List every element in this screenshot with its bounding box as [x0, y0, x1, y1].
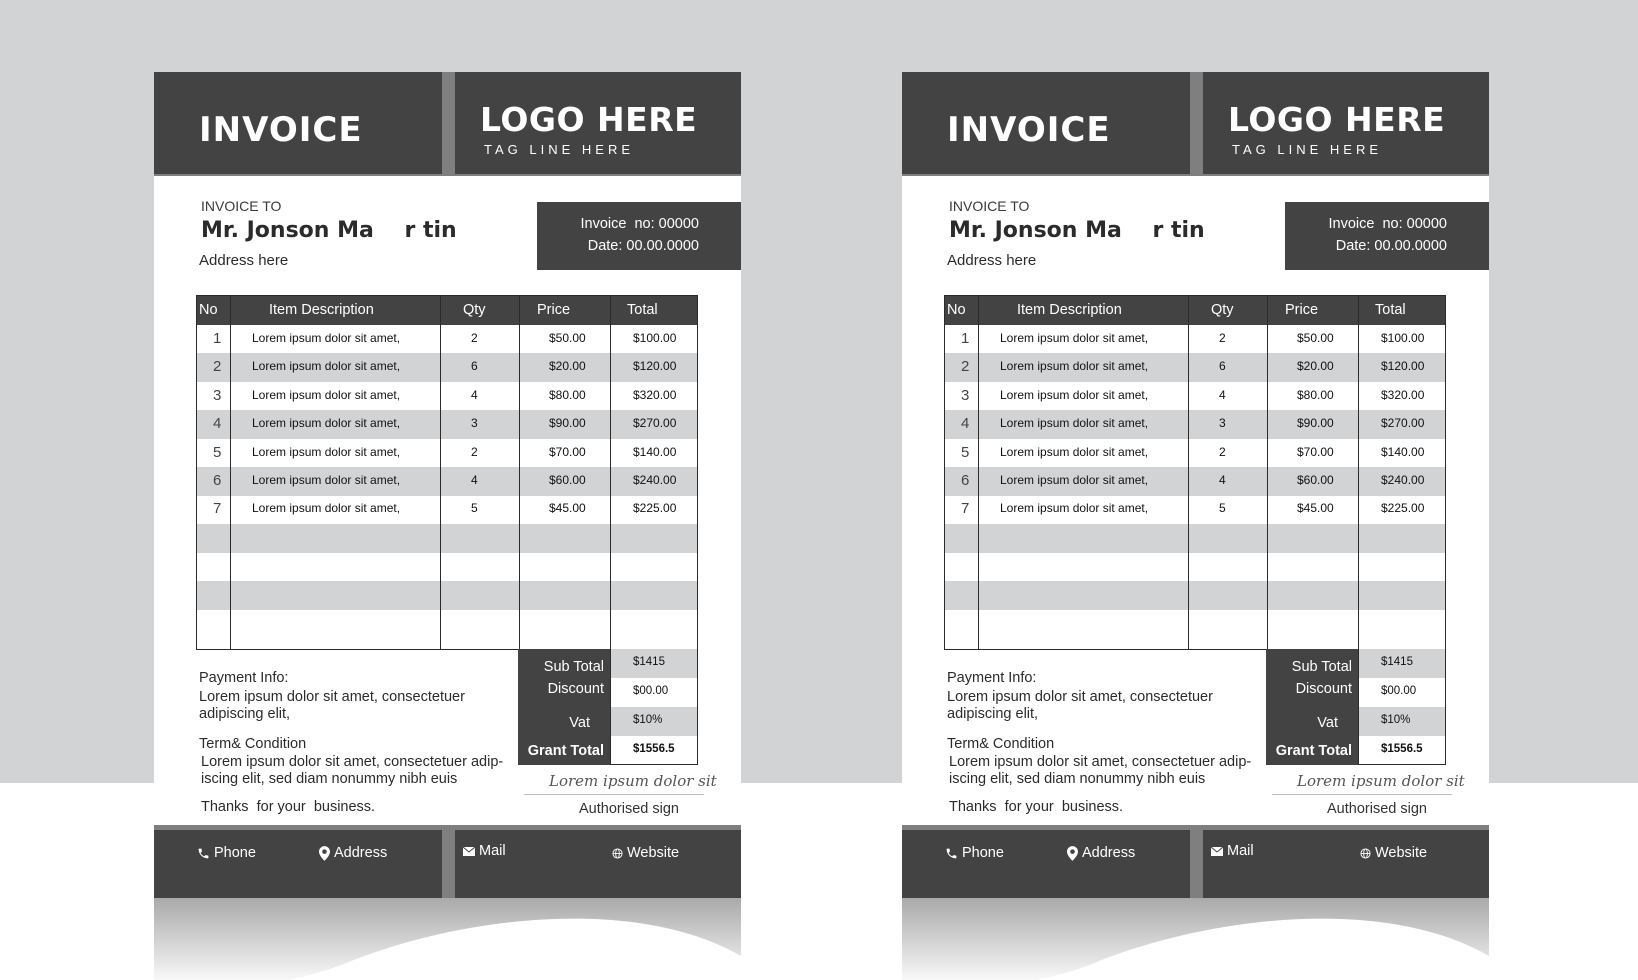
column-header-total: Total [627, 302, 658, 318]
mail-icon [463, 847, 475, 856]
page-curl-shadow [154, 894, 741, 980]
contact-mail [463, 843, 506, 859]
phone-icon [945, 847, 958, 860]
signature: Lorem ipsum dolor sit [549, 772, 717, 790]
discount-label: Discount [1295, 681, 1352, 697]
contact-mail-label: Mail [479, 843, 506, 859]
cell-no: 1 [961, 330, 970, 347]
globe-icon [612, 848, 623, 859]
subtotal-text: $1415 [1381, 656, 1413, 668]
table-row [945, 382, 1445, 411]
cell-price: $20.00 [1297, 359, 1334, 374]
table-row [945, 467, 1445, 496]
contact-phone [945, 845, 1004, 861]
cell-description: Lorem ipsum dolor sit amet, [1000, 416, 1149, 431]
subtotal-text: $1415 [633, 656, 665, 668]
contact-mail-label: Mail [1227, 843, 1254, 859]
invoice-meta-box [537, 202, 741, 270]
table-row [197, 410, 697, 439]
signature-line [1272, 794, 1452, 795]
grand-total-text: $1556.5 [633, 743, 675, 755]
cell-description: Lorem ipsum dolor sit amet, [252, 416, 401, 431]
invoice-header [154, 72, 741, 176]
invoice-date: Date: 00.00.0000 [587, 238, 699, 254]
table-row [197, 325, 697, 354]
discount-value [1359, 678, 1445, 707]
map-pin-icon [1067, 846, 1078, 861]
cell-no: 7 [213, 500, 222, 518]
cell-price: $60.00 [1297, 473, 1334, 487]
grand-total-label: Grant Total [527, 743, 604, 759]
column-header-no: No [199, 302, 218, 318]
vat-label: Vat [569, 715, 590, 731]
cell-qty: 3 [1219, 416, 1226, 431]
map-pin-icon [319, 846, 330, 861]
terms-label: Term& Condition [947, 736, 1055, 752]
cell-no: 2 [961, 358, 970, 376]
subtotal-value [611, 649, 697, 678]
cell-no: 2 [213, 358, 222, 376]
client-name: Mr. Jonson Ma r tin [949, 218, 1205, 243]
invoice-meta-box [1285, 202, 1489, 270]
footer-left-panel [154, 830, 442, 898]
cell-description: Lorem ipsum dolor sit amet, [1000, 387, 1149, 402]
grand-total-label: Grant Total [1275, 743, 1352, 759]
vat-text: $10% [633, 714, 663, 726]
column-header-price: Price [1285, 302, 1319, 318]
contact-website-label: Website [1375, 845, 1428, 861]
discount-label: Discount [547, 681, 604, 697]
cell-total: $270.00 [633, 416, 677, 431]
cell-total: $120.00 [633, 359, 677, 374]
cell-total: $120.00 [1381, 359, 1425, 374]
column-divider [519, 296, 520, 649]
cell-description: Lorem ipsum dolor sit amet, [252, 501, 401, 516]
totals-labels [1266, 649, 1358, 765]
column-divider [1188, 296, 1189, 649]
cell-qty: 4 [1219, 473, 1226, 487]
column-divider [440, 296, 441, 649]
cell-description: Lorem ipsum dolor sit amet, [252, 444, 401, 459]
invoice-to-label: INVOICE TO [201, 198, 282, 214]
cell-price: $50.00 [549, 331, 586, 345]
contact-address-label: Address [334, 845, 388, 861]
cell-price: $70.00 [1297, 444, 1334, 459]
cell-price: $45.00 [549, 501, 586, 516]
contact-website-label: Website [627, 845, 680, 861]
cell-no: 4 [961, 415, 970, 433]
signature-label: Authorised sign [1327, 801, 1427, 817]
table-row [945, 353, 1445, 382]
cell-qty: 2 [1219, 444, 1226, 459]
invoice-date: Date: 00.00.0000 [1335, 238, 1447, 254]
tagline: TAG LINE HERE [484, 142, 635, 157]
vat-value [1359, 707, 1445, 736]
invoice-title: INVOICE [199, 110, 363, 150]
totals-values [610, 649, 698, 765]
payment-info-text: Lorem ipsum dolor sit amet, consectetuer adipiscing elit, [199, 689, 465, 722]
cell-qty: 2 [471, 444, 478, 459]
terms-text: Lorem ipsum dolor sit amet, consectetuer adip-iscing elit, sed diam nonummy nibh euis [201, 754, 504, 787]
invoice-to-label: INVOICE TO [949, 198, 1030, 214]
grand-total-value [611, 736, 697, 765]
cell-total: $240.00 [633, 473, 677, 487]
discount-value [611, 678, 697, 707]
contact-phone-label: Phone [214, 845, 256, 861]
totals-values [1358, 649, 1446, 765]
cell-description: Lorem ipsum dolor sit amet, [252, 473, 401, 487]
header-title-panel [154, 72, 442, 174]
table-row [945, 552, 1445, 581]
contact-website [612, 845, 679, 861]
cell-qty: 5 [471, 501, 478, 516]
cell-total: $240.00 [1381, 473, 1425, 487]
cell-no: 1 [213, 330, 222, 347]
contact-phone [197, 845, 256, 861]
column-header-description: Item Description [269, 302, 374, 318]
terms-text: Lorem ipsum dolor sit amet, consectetuer adip-iscing elit, sed diam nonummy nibh euis [949, 754, 1252, 787]
subtotal-value [1359, 649, 1445, 678]
column-header-description: Item Description [1017, 302, 1122, 318]
footer-left-panel [902, 830, 1190, 898]
client-address: Address here [199, 252, 289, 269]
cell-total: $140.00 [633, 444, 677, 459]
cell-description: Lorem ipsum dolor sit amet, [1000, 359, 1149, 374]
cell-qty: 4 [1219, 387, 1226, 402]
table-row [197, 609, 697, 638]
column-header-qty: Qty [1211, 302, 1234, 318]
column-header-price: Price [537, 302, 571, 318]
footer-right-panel [455, 830, 741, 898]
contact-footer [154, 825, 741, 898]
items-table [944, 295, 1446, 650]
page-curl-shadow [902, 894, 1489, 980]
cell-total: $320.00 [633, 387, 677, 402]
cell-total: $225.00 [633, 501, 677, 516]
cell-description: Lorem ipsum dolor sit amet, [1000, 501, 1149, 516]
cell-description: Lorem ipsum dolor sit amet, [252, 359, 401, 374]
cell-qty: 6 [1219, 359, 1226, 374]
cell-description: Lorem ipsum dolor sit amet, [1000, 331, 1149, 345]
cell-description: Lorem ipsum dolor sit amet, [1000, 444, 1149, 459]
vat-label: Vat [1317, 715, 1338, 731]
cell-qty: 4 [471, 387, 478, 402]
signature-label: Authorised sign [579, 801, 679, 817]
vat-text: $10% [1381, 714, 1411, 726]
contact-website [1360, 845, 1427, 861]
contact-mail [1211, 843, 1254, 859]
cell-no: 3 [213, 386, 222, 404]
contact-phone-label: Phone [962, 845, 1004, 861]
globe-icon [1360, 848, 1371, 859]
column-divider [230, 296, 231, 649]
contact-address [1067, 845, 1135, 861]
cell-description: Lorem ipsum dolor sit amet, [1000, 473, 1149, 487]
subtotal-label: Sub Total [1291, 659, 1352, 675]
items-table [196, 295, 698, 650]
table-row [197, 495, 697, 524]
invoice-sheet-left [154, 72, 741, 897]
thanks-note: Thanks for your business. [949, 799, 1124, 815]
cell-price: $90.00 [549, 416, 586, 431]
cell-price: $80.00 [549, 387, 586, 402]
cell-total: $100.00 [1381, 331, 1425, 345]
payment-info-label: Payment Info: [947, 670, 1037, 686]
header-logo-panel [455, 72, 741, 174]
invoice-number: Invoice no: 00000 [1328, 216, 1447, 232]
column-divider [1267, 296, 1268, 649]
cell-price: $45.00 [1297, 501, 1334, 516]
header-title-panel [902, 72, 1190, 174]
cell-price: $20.00 [549, 359, 586, 374]
cell-no: 6 [961, 472, 970, 489]
cell-total: $225.00 [1381, 501, 1425, 516]
mail-icon [1211, 847, 1223, 856]
grand-total-text: $1556.5 [1381, 743, 1423, 755]
cell-total: $320.00 [1381, 387, 1425, 402]
cell-price: $90.00 [1297, 416, 1334, 431]
terms-label: Term& Condition [199, 736, 307, 752]
phone-icon [197, 847, 210, 860]
cell-no: 7 [961, 500, 970, 518]
cell-price: $80.00 [1297, 387, 1334, 402]
column-header-qty: Qty [463, 302, 486, 318]
cell-price: $60.00 [549, 473, 586, 487]
client-name: Mr. Jonson Ma r tin [201, 218, 457, 243]
table-row [197, 552, 697, 581]
discount-text: $00.00 [1381, 685, 1417, 697]
invoice-sheet-right [902, 72, 1489, 897]
table-row [945, 439, 1445, 468]
tagline: TAG LINE HERE [1232, 142, 1383, 157]
logo-text: LOGO HERE [1228, 100, 1446, 139]
cell-price: $70.00 [549, 444, 586, 459]
payment-info-text: Lorem ipsum dolor sit amet, consectetuer adipiscing elit, [947, 689, 1213, 722]
cell-no: 5 [213, 443, 222, 461]
cell-qty: 4 [471, 473, 478, 487]
table-row [945, 410, 1445, 439]
column-divider [1358, 296, 1359, 649]
signature-line [524, 794, 704, 795]
invoice-number: Invoice no: 00000 [580, 216, 699, 232]
thanks-note: Thanks for your business. [201, 799, 376, 815]
cell-description: Lorem ipsum dolor sit amet, [252, 387, 401, 402]
column-divider [610, 296, 611, 649]
cell-total: $140.00 [1381, 444, 1425, 459]
table-row [945, 609, 1445, 638]
contact-address-label: Address [1082, 845, 1136, 861]
footer-right-panel [1203, 830, 1489, 898]
table-header [197, 296, 697, 325]
table-row [945, 524, 1445, 553]
contact-address [319, 845, 387, 861]
cell-qty: 5 [1219, 501, 1226, 516]
table-row [197, 581, 697, 610]
table-row [197, 353, 697, 382]
shadow-shape [902, 898, 1489, 980]
cell-qty: 3 [471, 416, 478, 431]
column-header-total: Total [1375, 302, 1406, 318]
discount-text: $00.00 [633, 685, 669, 697]
table-row [197, 382, 697, 411]
table-row [197, 524, 697, 553]
subtotal-label: Sub Total [543, 659, 604, 675]
table-row [945, 581, 1445, 610]
vat-value [611, 707, 697, 736]
cell-qty: 2 [471, 331, 478, 345]
cell-price: $50.00 [1297, 331, 1334, 345]
totals-labels [518, 649, 610, 765]
client-address: Address here [947, 252, 1037, 269]
invoice-header [902, 72, 1489, 176]
table-row [945, 495, 1445, 524]
payment-info-label: Payment Info: [199, 670, 289, 686]
cell-no: 3 [961, 386, 970, 404]
cell-total: $270.00 [1381, 416, 1425, 431]
cell-no: 6 [213, 472, 222, 489]
cell-no: 4 [213, 415, 222, 433]
cell-no: 5 [961, 443, 970, 461]
signature: Lorem ipsum dolor sit [1297, 772, 1465, 790]
header-logo-panel [1203, 72, 1489, 174]
table-row [945, 325, 1445, 354]
table-row [197, 439, 697, 468]
table-header [945, 296, 1445, 325]
grand-total-value [1359, 736, 1445, 765]
shadow-shape [154, 898, 741, 980]
logo-text: LOGO HERE [480, 100, 698, 139]
column-divider [978, 296, 979, 649]
column-header-no: No [947, 302, 966, 318]
cell-total: $100.00 [633, 331, 677, 345]
cell-qty: 6 [471, 359, 478, 374]
contact-footer [902, 825, 1489, 898]
cell-description: Lorem ipsum dolor sit amet, [252, 331, 401, 345]
table-row [197, 467, 697, 496]
cell-qty: 2 [1219, 331, 1226, 345]
invoice-title: INVOICE [947, 110, 1111, 150]
